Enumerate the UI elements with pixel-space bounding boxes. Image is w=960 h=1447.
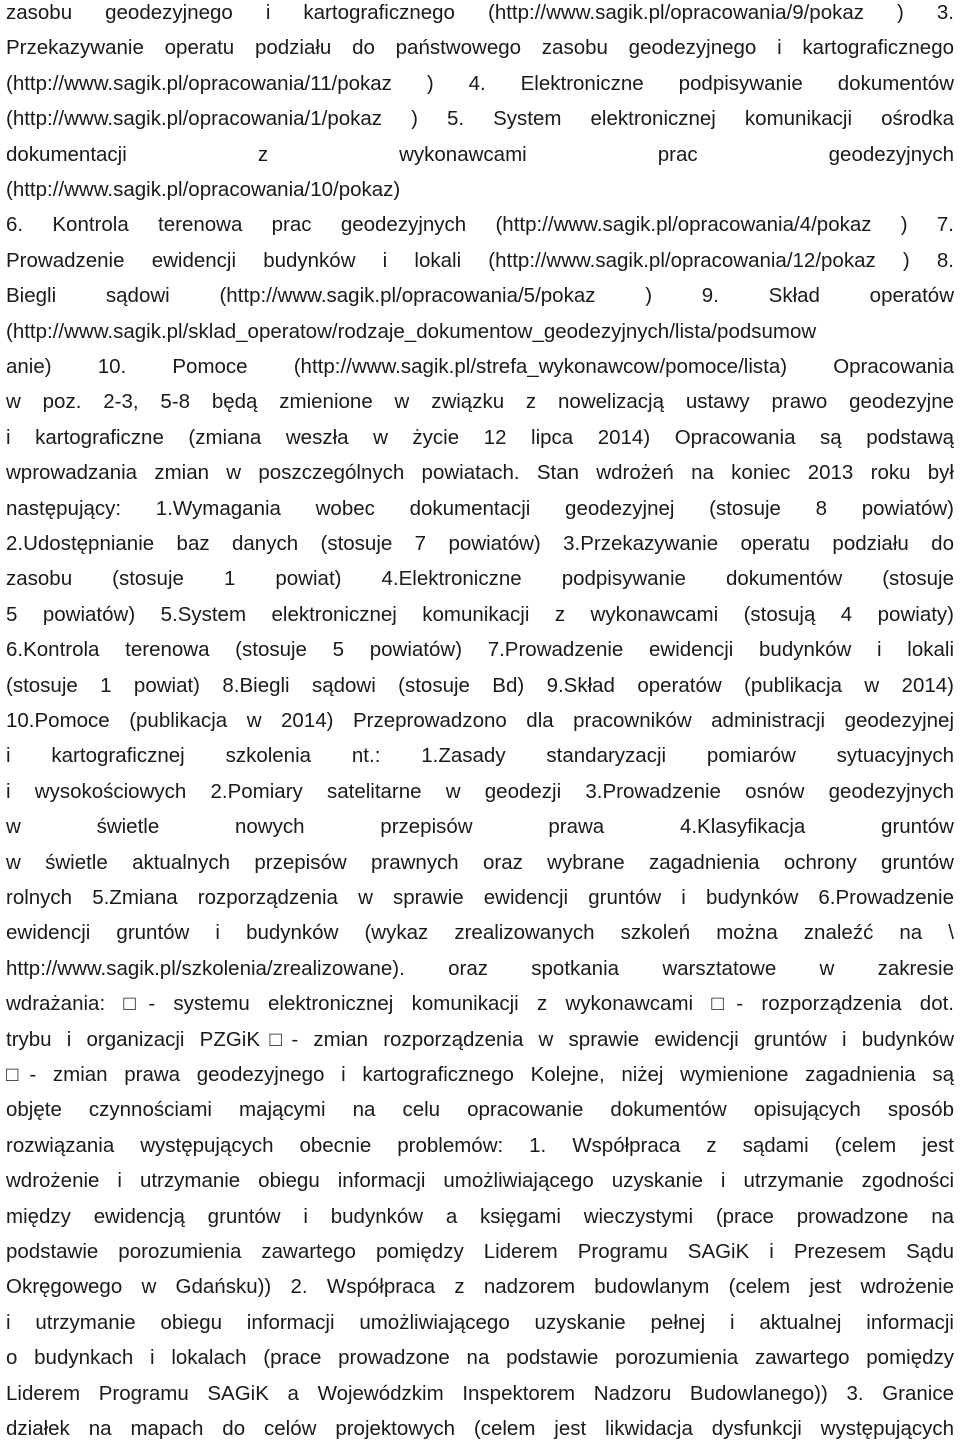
text-line: wprowadzania zmian w poszczególnych powiatach. Stan wdrożeń na koniec 2013 roku był	[6, 461, 954, 485]
text-line: 10.Pomoce (publikacja w 2014) Przeprowadzono dla pracowników administracji geodezyjnej	[6, 709, 954, 732]
text-line: zasobu geodezyjnego i kartograficznego (http://www.sagik.pl/opracowania/9/pokaz ) 3.	[6, 1, 954, 24]
text-line: (http://www.sagik.pl/opracowania/1/pokaz ) 5. System elektronicznej komunikacji ośrodka	[6, 107, 954, 131]
text-line: trybu i organizacji PZGiK□- zmian rozporządzenia w sprawie ewidencji gruntów i budynków	[6, 1027, 954, 1051]
text-line: (http://www.sagik.pl/sklad_operatow/rodzaje_dokumentow_geodezyjnych/lista/podsumow	[6, 319, 817, 343]
text-line: ewidencji gruntów i budynków (wykaz zrealizowanych szkoleń można znaleźć na \	[6, 921, 954, 945]
text-line: podstawie porozumienia zawartego pomiędzy Liderem Programu SAGiK i Prezesem Sądu	[6, 1240, 954, 1263]
text-line: rolnych 5.Zmiana rozporządzenia w sprawie ewidencji gruntów i budynków 6.Prowadzenie	[6, 886, 954, 909]
text-line: o budynkach i lokalach (prace prowadzone na podstawie porozumienia zawartego pomiędzy	[6, 1346, 954, 1370]
text-line: http://www.sagik.pl/szkolenia/zrealizowane). oraz spotkania warsztatowe w zakresie	[6, 956, 954, 980]
text-line: w poz. 2-3, 5-8 będą zmienione w związku z nowelizacją ustawy prawo geodezyjne	[6, 390, 954, 414]
text-line: 2.Udostępnianie baz danych (stosuje 7 powiatów) 3.Przekazywanie operatu podziału do	[6, 532, 954, 555]
text-line: dokumentacji z wykonawcami prac geodezyjnych	[6, 142, 954, 166]
text-line: Okręgowego w Gdańsku)) 2. Współpraca z nadzorem budowlanym (celem jest wdrożenie	[6, 1275, 954, 1299]
text-line: rozwiązania występujących obecnie problemów: 1. Współpraca z sądami (celem jest	[6, 1133, 954, 1157]
text-line: między ewidencją gruntów i budynków a księgami wieczystymi (prace prowadzone na	[6, 1204, 954, 1228]
text-line: (http://www.sagik.pl/opracowania/10/pokaz)	[6, 178, 401, 201]
text-line: (stosuje 1 powiat) 8.Biegli sądowi (stosuje Bd) 9.Skład operatów (publikacja w 2014)	[6, 673, 954, 697]
text-line: □- zmian prawa geodezyjnego i kartograficznego Kolejne, niżej wymienione zagadnienia są	[6, 1063, 954, 1086]
text-line: wdrożenie i utrzymanie obiegu informacji umożliwiającego uzyskanie i utrzymanie zgodności	[6, 1169, 954, 1193]
text-line: i utrzymanie obiegu informacji umożliwiającego uzyskanie pełnej i aktualnej informacji	[6, 1310, 954, 1334]
text-line: Liderem Programu SAGiK a Wojewódzkim Inspektorem Nadzoru Budowlanego)) 3. Granice	[6, 1381, 954, 1405]
text-line: 6.Kontrola terenowa (stosuje 5 powiatów) 7.Prowadzenie ewidencji budynków i lokali	[6, 638, 954, 662]
text-line: objęte czynnościami mającymi na celu opracowanie dokumentów opisujących sposób	[6, 1098, 954, 1122]
text-line: zasobu (stosuje 1 powiat) 4.Elektroniczne podpisywanie dokumentów (stosuje	[6, 567, 954, 591]
text-line: anie) 10. Pomoce (http://www.sagik.pl/strefa_wykonawcow/pomoce/lista) Opracowania	[6, 355, 954, 378]
text-line: Przekazywanie operatu podziału do państwowego zasobu geodezyjnego i kartograficznego	[6, 36, 954, 60]
text-line: i kartograficzne (zmiana weszła w życie 12 lipca 2014) Opracowania są podstawą	[6, 425, 954, 449]
text-line: działek na mapach do celów projektowych (celem jest likwidacja dysfunkcji występujących	[6, 1417, 954, 1440]
text-line: i wysokościowych 2.Pomiary satelitarne w geodezji 3.Prowadzenie osnów geodezyjnych	[6, 779, 954, 803]
text-line: 5 powiatów) 5.System elektronicznej komunikacji z wykonawcami (stosują 4 powiaty)	[6, 602, 954, 626]
text-line: (http://www.sagik.pl/opracowania/11/pokaz ) 4. Elektroniczne podpisywanie dokumentów	[6, 71, 954, 95]
text-line: i kartograficznej szkolenia nt.: 1.Zasady standaryzacji pomiarów sytuacyjnych	[6, 744, 954, 768]
text-line: Prowadzenie ewidencji budynków i lokali (http://www.sagik.pl/opracowania/12/pokaz ) 8.	[6, 248, 954, 272]
text-line: w świetle aktualnych przepisów prawnych oraz wybrane zagadnienia ochrony gruntów	[6, 850, 954, 874]
text-line: Biegli sądowi (http://www.sagik.pl/opracowania/5/pokaz ) 9. Skład operatów	[6, 284, 954, 308]
text-line: w świetle nowych przepisów prawa 4.Klasyfikacja gruntów	[6, 815, 954, 839]
text-line: 6. Kontrola terenowa prac geodezyjnych (http://www.sagik.pl/opracowania/4/pokaz ) 7.	[6, 213, 954, 237]
text-line: następujący: 1.Wymagania wobec dokumentacji geodezyjnej (stosuje 8 powiatów)	[6, 496, 954, 520]
text-line: wdrażania: □- systemu elektronicznej komunikacji z wykonawcami □- rozporządzenia dot.	[6, 992, 954, 1016]
